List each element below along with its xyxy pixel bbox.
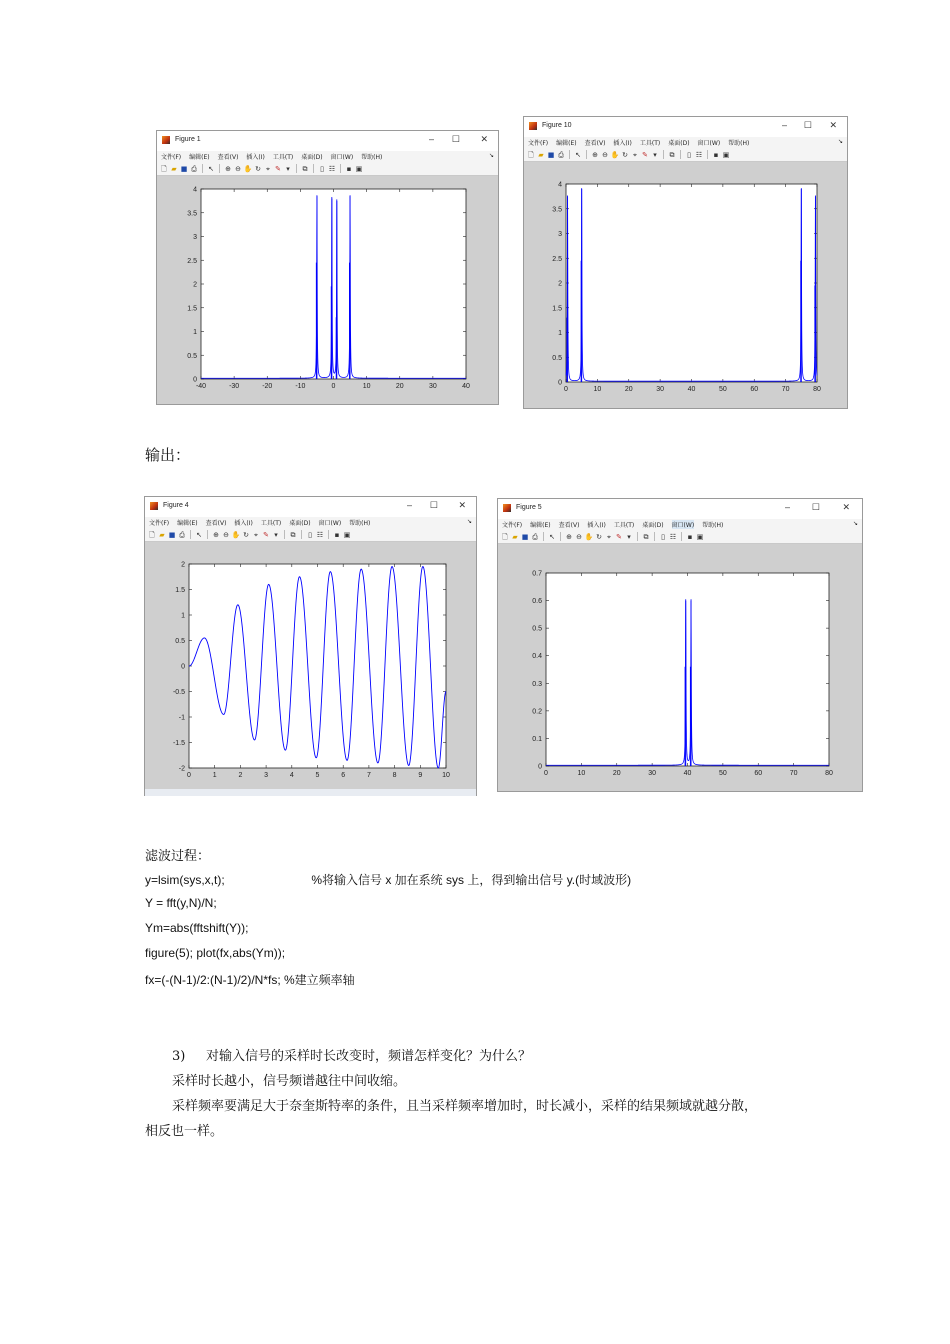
- x-tick-label: 70: [781, 386, 790, 393]
- x-tick-label: 70: [789, 770, 798, 777]
- y-tick-label: 3: [193, 234, 197, 241]
- x-tick-label: -10: [295, 383, 306, 390]
- menu-bar: [157, 151, 498, 162]
- minimize-button[interactable]: –: [428, 134, 434, 144]
- link-plot-icon[interactable]: ⧉: [669, 150, 675, 159]
- toolbar-divider: [219, 164, 220, 173]
- menu-tools[interactable]: 工具(T): [260, 520, 282, 527]
- data-cursor-icon[interactable]: ⌖: [254, 530, 258, 539]
- toolbar-divider: [560, 532, 561, 541]
- dropdown-icon[interactable]: ▾: [286, 164, 290, 173]
- x-tick-label: 50: [718, 770, 727, 777]
- x-tick-label: 0: [187, 772, 191, 779]
- x-tick-label: 8: [392, 772, 397, 779]
- output-label: 输出：: [145, 446, 191, 464]
- x-tick-label: 30: [428, 383, 437, 390]
- toolbar-divider: [296, 164, 297, 173]
- window-title: Figure 1: [175, 136, 201, 143]
- open-folder-icon[interactable]: ▰: [171, 164, 177, 173]
- x-tick-label: 60: [754, 770, 763, 777]
- y-tick-label: 0.3: [532, 680, 542, 688]
- hide-plot-tools-icon[interactable]: ▪: [687, 532, 693, 541]
- y-tick-label: -2: [178, 765, 185, 773]
- title-bar: [157, 131, 498, 151]
- save-icon[interactable]: ■: [521, 532, 529, 541]
- pointer-icon[interactable]: ↖: [196, 530, 202, 539]
- x-tick-label: 1: [212, 772, 217, 779]
- y-tick-label: 0.2: [532, 708, 542, 716]
- menu-view[interactable]: 查看(V): [558, 522, 580, 529]
- maximize-button[interactable]: ☐: [811, 502, 820, 512]
- menu-desktop[interactable]: 桌面(D): [668, 140, 690, 147]
- new-file-icon[interactable]: 🗋: [502, 532, 508, 541]
- code-line-4: figure(5); plot(fx,abs(Ym));: [145, 946, 286, 960]
- new-file-icon[interactable]: 🗋: [149, 530, 155, 539]
- dropdown-icon[interactable]: ▾: [274, 530, 278, 539]
- open-folder-icon[interactable]: ▰: [512, 532, 518, 541]
- y-tick-label: -0.5: [172, 689, 185, 696]
- link-plot-icon[interactable]: ⧉: [290, 530, 296, 539]
- pan-icon[interactable]: ✋: [243, 164, 253, 173]
- brush-icon[interactable]: ✎: [642, 150, 648, 159]
- window-title: Figure 4: [163, 502, 189, 509]
- zoom-in-icon[interactable]: ⊕: [213, 530, 219, 539]
- menu-window[interactable]: 窗口(W): [330, 154, 354, 161]
- save-icon[interactable]: ■: [168, 530, 176, 539]
- toolbar-divider: [301, 530, 302, 539]
- menu-bar: [524, 137, 847, 148]
- print-icon[interactable]: ⎙: [179, 530, 185, 539]
- title-bar: [498, 499, 862, 519]
- menu-edit[interactable]: 编辑(E): [530, 522, 551, 529]
- toolbar-divider: [569, 150, 570, 159]
- y-tick-label: 1.5: [175, 587, 185, 594]
- menu-edit[interactable]: 编辑(E): [189, 154, 210, 161]
- axes-box: [201, 189, 466, 379]
- print-icon[interactable]: ⎙: [191, 164, 197, 173]
- dropdown-icon[interactable]: ▾: [627, 532, 631, 541]
- x-tick-label: -40: [195, 383, 207, 390]
- figure-toolbar: [157, 162, 498, 176]
- rotate-icon[interactable]: ↻: [596, 532, 602, 541]
- menu-edit[interactable]: 编辑(E): [177, 520, 198, 527]
- pan-icon[interactable]: ✋: [231, 530, 241, 539]
- answer-line-3: 相反也一样。: [145, 1124, 224, 1139]
- plot-area: [145, 542, 476, 787]
- x-tick-label: 0: [331, 383, 336, 390]
- y-tick-label: 4: [193, 186, 197, 194]
- menu-insert[interactable]: 插入(I): [246, 154, 265, 161]
- minimize-button[interactable]: –: [781, 120, 787, 130]
- menu-expand-icon[interactable]: ↘: [852, 520, 858, 527]
- menu-help[interactable]: 帮助(H): [349, 520, 371, 527]
- link-plot-icon[interactable]: ⧉: [302, 164, 308, 173]
- x-tick-label: 4: [289, 772, 294, 779]
- axes-box: [546, 573, 829, 766]
- toolbar-divider: [313, 164, 314, 173]
- brush-icon[interactable]: ✎: [263, 530, 269, 539]
- answer-line-1: 采样时长越小，信号频谱越往中间收缩。: [172, 1074, 407, 1089]
- figure-window-10: [523, 116, 848, 409]
- zoom-in-icon[interactable]: ⊕: [592, 150, 598, 159]
- zoom-in-icon[interactable]: ⊕: [566, 532, 572, 541]
- y-tick-label: 0.7: [532, 570, 542, 578]
- figure-window-1: [156, 130, 499, 405]
- y-tick-label: 0.1: [532, 735, 542, 743]
- x-tick-label: 3: [264, 772, 269, 779]
- y-tick-label: 1: [193, 329, 197, 336]
- y-tick-label: 3.5: [187, 210, 197, 218]
- chart-figure-4: [145, 542, 476, 787]
- open-folder-icon[interactable]: ▰: [159, 530, 165, 539]
- menu-tools[interactable]: 工具(T): [613, 522, 635, 529]
- menu-file[interactable]: 文件(F): [528, 140, 549, 147]
- figure-window-5: [497, 498, 863, 792]
- print-icon[interactable]: ⎙: [532, 532, 538, 541]
- y-tick-label: 0: [181, 663, 185, 671]
- toolbar-divider: [586, 150, 587, 159]
- hide-plot-tools-icon[interactable]: ▪: [334, 530, 340, 539]
- minimize-button[interactable]: –: [784, 502, 790, 512]
- toolbar-divider: [207, 530, 208, 539]
- matlab-icon: [150, 502, 158, 510]
- matlab-icon: [162, 136, 170, 144]
- filter-heading: 滤波过程：: [145, 849, 211, 864]
- colorbar-icon[interactable]: ▯: [687, 150, 691, 159]
- x-tick-label: 40: [462, 383, 470, 390]
- x-tick-label: 50: [718, 386, 727, 393]
- y-tick-label: 2: [181, 561, 185, 569]
- open-folder-icon[interactable]: ▰: [538, 150, 544, 159]
- rotate-icon[interactable]: ↻: [255, 164, 261, 173]
- maximize-button[interactable]: ☐: [803, 120, 812, 130]
- data-cursor-icon[interactable]: ⌖: [266, 164, 270, 173]
- menu-window[interactable]: 窗口(W): [697, 140, 721, 147]
- x-tick-label: 80: [825, 770, 833, 777]
- x-tick-label: 2: [238, 772, 243, 779]
- figure-toolbar: [524, 148, 847, 162]
- y-tick-label: 0: [538, 763, 542, 771]
- print-icon[interactable]: ⎙: [558, 150, 564, 159]
- menu-desktop[interactable]: 桌面(D): [289, 520, 311, 527]
- zoom-out-icon[interactable]: ⊖: [235, 164, 241, 173]
- brush-icon[interactable]: ✎: [275, 164, 281, 173]
- plot-area: [498, 544, 862, 791]
- pointer-icon[interactable]: ↖: [575, 150, 581, 159]
- x-tick-label: 30: [648, 770, 657, 777]
- menu-bar: [498, 519, 862, 530]
- y-tick-label: 1: [181, 612, 185, 620]
- figure-toolbar: [145, 528, 476, 542]
- rotate-icon[interactable]: ↻: [622, 150, 628, 159]
- menu-desktop[interactable]: 桌面(D): [301, 154, 323, 161]
- x-tick-label: 0: [564, 386, 568, 393]
- maximize-button[interactable]: ☐: [429, 500, 438, 510]
- brush-icon[interactable]: ✎: [616, 532, 622, 541]
- menu-window[interactable]: 窗口(W): [318, 520, 342, 527]
- menu-help[interactable]: 帮助(H): [361, 154, 383, 161]
- new-file-icon[interactable]: 🗋: [161, 164, 167, 173]
- x-tick-label: 10: [593, 386, 602, 393]
- x-tick-label: 30: [656, 386, 665, 393]
- taskbar-strip: [145, 789, 476, 796]
- toolbar-divider: [340, 164, 341, 173]
- y-tick-label: 2: [193, 281, 197, 289]
- toolbar-divider: [680, 150, 681, 159]
- y-tick-label: 4: [558, 181, 562, 189]
- x-tick-label: 60: [750, 386, 759, 393]
- x-tick-label: 20: [624, 386, 633, 393]
- show-plot-tools-icon[interactable]: ▣: [343, 530, 351, 539]
- menu-tools[interactable]: 工具(T): [639, 140, 661, 147]
- menu-expand-icon[interactable]: ↘: [488, 152, 494, 159]
- y-tick-label: 2.5: [552, 255, 562, 263]
- toolbar-divider: [543, 532, 544, 541]
- x-tick-label: 9: [418, 772, 423, 779]
- code-line-5: fx=(-(N-1)/2:(N-1)/2)/N*fs; %建立频率轴: [145, 973, 355, 987]
- title-bar: [145, 497, 476, 517]
- answer-line-2: 采样频率要满足大于奈奎斯特率的条件，且当采样频率增加时，时长减小，采样的结果频域就越分散，: [172, 1099, 758, 1114]
- menu-bar: [145, 517, 476, 528]
- chart-figure-10: [524, 162, 847, 408]
- code-line-3: Ym=abs(fftshift(Y));: [145, 921, 249, 935]
- zoom-out-icon[interactable]: ⊖: [602, 150, 608, 159]
- dropdown-icon[interactable]: ▾: [653, 150, 657, 159]
- x-tick-label: 20: [612, 770, 621, 777]
- colorbar-icon[interactable]: ▯: [320, 164, 324, 173]
- y-tick-label: 3.5: [552, 206, 562, 214]
- menu-expand-icon[interactable]: ↘: [837, 138, 843, 145]
- save-icon[interactable]: ■: [547, 150, 555, 159]
- axes-box: [189, 564, 446, 768]
- toolbar-divider: [663, 150, 664, 159]
- zoom-out-icon[interactable]: ⊖: [223, 530, 229, 539]
- toolbar-divider: [190, 530, 191, 539]
- menu-view[interactable]: 查看(V): [217, 154, 239, 161]
- menu-insert[interactable]: 插入(I): [613, 140, 632, 147]
- close-button[interactable]: ✕: [458, 500, 466, 510]
- y-tick-label: 2.5: [187, 257, 197, 265]
- title-bar: [524, 117, 847, 137]
- y-tick-label: 0.4: [532, 653, 542, 661]
- window-title: Figure 5: [516, 504, 542, 511]
- x-tick-label: 7: [366, 772, 371, 779]
- x-tick-label: 6: [341, 772, 346, 779]
- y-tick-label: 0.6: [532, 598, 542, 606]
- minimize-button[interactable]: –: [406, 500, 412, 510]
- show-plot-tools-icon[interactable]: ▣: [355, 164, 363, 173]
- toolbar-divider: [654, 532, 655, 541]
- menu-help[interactable]: 帮助(H): [728, 140, 750, 147]
- colorbar-icon[interactable]: ▯: [308, 530, 312, 539]
- menu-help[interactable]: 帮助(H): [702, 522, 724, 529]
- matlab-icon: [503, 504, 511, 512]
- maximize-button[interactable]: ☐: [451, 134, 460, 144]
- legend-icon[interactable]: ☷: [695, 150, 703, 159]
- window-title: Figure 10: [542, 122, 572, 129]
- toolbar-divider: [681, 532, 682, 541]
- x-tick-label: 20: [395, 383, 404, 390]
- link-plot-icon[interactable]: ⧉: [643, 532, 649, 541]
- menu-expand-icon[interactable]: ↘: [466, 518, 472, 525]
- y-tick-label: 0: [558, 379, 562, 387]
- pointer-icon[interactable]: ↖: [549, 532, 555, 541]
- y-tick-label: 1: [558, 330, 562, 337]
- legend-icon[interactable]: ☷: [316, 530, 324, 539]
- show-plot-tools-icon[interactable]: ▣: [696, 532, 704, 541]
- hide-plot-tools-icon[interactable]: ▪: [713, 150, 719, 159]
- new-file-icon[interactable]: 🗋: [528, 150, 534, 159]
- plot-area: [524, 162, 847, 408]
- menu-file[interactable]: 文件(F): [502, 522, 523, 529]
- matlab-icon: [529, 122, 537, 130]
- code-line-1: y=lsim(sys,x,t); %将输入信号 x 加在系统 sys 上，得到输出信号 y.(时域波形): [145, 873, 632, 887]
- hide-plot-tools-icon[interactable]: ▪: [346, 164, 352, 173]
- pan-icon[interactable]: ✋: [610, 150, 620, 159]
- toolbar-divider: [328, 530, 329, 539]
- menu-insert[interactable]: 插入(I): [234, 520, 253, 527]
- menu-file[interactable]: 文件(F): [149, 520, 170, 527]
- close-button[interactable]: ✕: [829, 120, 837, 130]
- toolbar-divider: [637, 532, 638, 541]
- zoom-in-icon[interactable]: ⊕: [225, 164, 231, 173]
- menu-view[interactable]: 查看(V): [584, 140, 606, 147]
- rotate-icon[interactable]: ↻: [243, 530, 249, 539]
- data-cursor-icon[interactable]: ⌖: [633, 150, 637, 159]
- y-tick-label: 0.5: [532, 625, 542, 633]
- pointer-icon[interactable]: ↖: [208, 164, 214, 173]
- menu-tools[interactable]: 工具(T): [272, 154, 294, 161]
- y-tick-label: 0.5: [187, 352, 197, 360]
- y-tick-label: -1: [178, 714, 185, 722]
- pan-icon[interactable]: ✋: [584, 532, 594, 541]
- x-tick-label: 10: [362, 383, 371, 390]
- close-button[interactable]: ✕: [842, 502, 850, 512]
- menu-window[interactable]: 窗口(W): [671, 522, 695, 529]
- y-tick-label: 1.5: [187, 305, 197, 313]
- toolbar-divider: [707, 150, 708, 159]
- menu-view[interactable]: 查看(V): [205, 520, 227, 527]
- x-tick-label: -20: [262, 383, 273, 390]
- data-cursor-icon[interactable]: ⌖: [607, 532, 611, 541]
- zoom-out-icon[interactable]: ⊖: [576, 532, 582, 541]
- x-tick-label: 10: [577, 770, 586, 777]
- close-button[interactable]: ✕: [480, 134, 488, 144]
- y-tick-label: 2: [558, 280, 562, 288]
- x-tick-label: 5: [315, 772, 320, 779]
- x-tick-label: 10: [442, 772, 450, 779]
- colorbar-icon[interactable]: ▯: [661, 532, 665, 541]
- x-tick-label: -30: [229, 383, 240, 390]
- legend-icon[interactable]: ☷: [328, 164, 336, 173]
- menu-edit[interactable]: 编辑(E): [556, 140, 577, 147]
- plot-area: [157, 176, 498, 404]
- toolbar-divider: [284, 530, 285, 539]
- x-tick-label: 40: [683, 770, 692, 777]
- y-tick-label: 0.5: [175, 638, 185, 645]
- chart-figure-5: [498, 544, 862, 791]
- menu-insert[interactable]: 插入(I): [587, 522, 606, 529]
- chart-figure-1: [157, 176, 498, 404]
- menu-desktop[interactable]: 桌面(D): [642, 522, 664, 529]
- x-tick-label: 0: [544, 770, 548, 777]
- figure-window-4: [144, 496, 477, 796]
- legend-icon[interactable]: ☷: [669, 532, 677, 541]
- x-tick-label: 40: [687, 386, 696, 393]
- axes-box: [566, 184, 817, 382]
- show-plot-tools-icon[interactable]: ▣: [722, 150, 730, 159]
- save-icon[interactable]: ■: [180, 164, 188, 173]
- figure-toolbar: [498, 530, 862, 544]
- y-tick-label: 0: [193, 376, 197, 384]
- y-tick-label: 0.5: [552, 354, 562, 362]
- y-tick-label: -1.5: [172, 740, 185, 747]
- code-line-2: Y = fft(y,N)/N;: [145, 896, 217, 910]
- y-tick-label: 3: [558, 231, 562, 238]
- menu-file[interactable]: 文件(F): [161, 154, 182, 161]
- question-3: 3) 对输入信号的采样时长改变时，频谱怎样变化？为什么？: [172, 1049, 532, 1064]
- x-tick-label: 80: [813, 386, 821, 393]
- toolbar-divider: [202, 164, 203, 173]
- y-tick-label: 1.5: [552, 305, 562, 313]
